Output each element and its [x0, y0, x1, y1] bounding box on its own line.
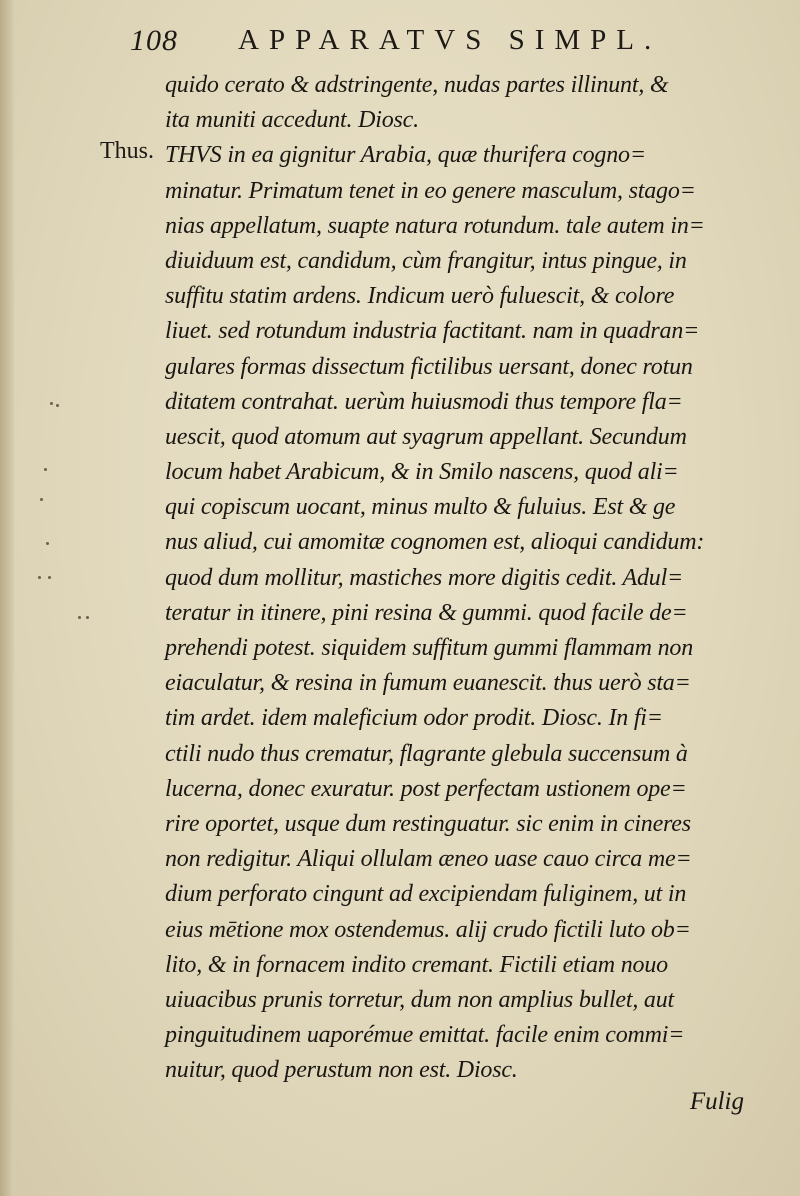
text-line: dium perforato cingunt ad excipiendam fuliginem, ut in [165, 881, 687, 908]
text-line: quod dum mollitur, mastiches more digitis cedit. Adul= [165, 564, 684, 591]
text-line: liuet. sed rotundum industria factitant. nam in quadran= [165, 318, 700, 345]
text-line: tim ardet. idem maleficium odor prodit. Diosc. In fi= [165, 705, 663, 732]
ink-speck [48, 576, 51, 579]
text-line: lucerna, donec exuratur. post perfectam ustionem ope= [165, 775, 687, 802]
text-line: eiaculatur, & resina in fumum euanescit. thus uerò sta= [165, 670, 691, 697]
text-line: ditatem contrahat. uerùm huiusmodi thus tempore fla= [165, 388, 683, 415]
text-line: gulares formas dissectum fictilibus uersant, donec rotun [165, 353, 693, 380]
ink-speck [40, 498, 43, 501]
catchword: Fulig [689, 1088, 744, 1115]
page-number: 108 [130, 24, 178, 57]
margin-ink-specks [30, 380, 100, 700]
marginal-note: Thus. [100, 138, 154, 164]
ink-speck [78, 616, 81, 619]
text-line: locum habet Arabicum, & in Smilo nascens, quod ali= [165, 459, 679, 486]
ink-speck [46, 542, 49, 545]
running-head: APPARATVS SIMPL. [238, 24, 662, 56]
text-line: nus aliud, cui amomitæ cognomen est, alioqui candidum: [165, 529, 705, 556]
text-line: non redigitur. Aliqui ollulam æneo uase cauo circa me= [165, 846, 692, 873]
text-line: minatur. Primatum tenet in eo genere masculum, stago= [165, 177, 696, 204]
text-line: eius mētione mox ostendemus. alij crudo fictili luto ob= [165, 916, 691, 943]
text-line: prehendi potest. siquidem suffitum gummi flammam non [165, 635, 694, 661]
body-text [165, 68, 755, 1088]
text-line: ctili nudo thus crematur, flagrante glebula succensum à [165, 740, 688, 767]
text-line: qui copiscum uocant, minus multo & fuluius. Est & ge [165, 494, 676, 521]
text-line: lito, & in fornacem indito cremant. Fictili etiam nouo [165, 951, 668, 978]
text-line: diuiduum est, candidum, cùm frangitur, intus pingue, in [165, 247, 687, 274]
ink-speck [38, 576, 41, 579]
text-line: quido cerato & adstringente, nudas partes illinunt, & [165, 72, 669, 98]
text-line: suffitu statim ardens. Indicum uerò fuluescit, & colore [165, 283, 675, 310]
text-line: rire oportet, usque dum restinguatur. sic enim in cineres [165, 810, 691, 837]
ink-speck [86, 616, 89, 619]
text-line: nias appellatum, suapte natura rotundum. tale autem in= [165, 212, 705, 239]
text-line: pinguitudinem uaporémue emittat. facile enim commi= [165, 1022, 685, 1049]
ink-speck [44, 468, 47, 471]
text-line: THVS in ea gignitur Arabia, quæ thurifera cogno= [165, 142, 646, 169]
text-line: uescit, quod atomum aut syagrum appellant. Secundum [165, 423, 687, 450]
text-line: teratur in itinere, pini resina & gummi. quod facile de= [165, 599, 688, 626]
page-gutter-edge [0, 0, 14, 1196]
ink-speck [56, 404, 59, 407]
text-line: nuitur, quod perustum non est. Diosc. [165, 1057, 518, 1084]
ink-speck [50, 402, 53, 405]
text-line: uiuacibus prunis torretur, dum non amplius bullet, aut [165, 986, 674, 1013]
page-header [130, 20, 690, 60]
text-line: ita muniti accedunt. Diosc. [165, 107, 419, 134]
